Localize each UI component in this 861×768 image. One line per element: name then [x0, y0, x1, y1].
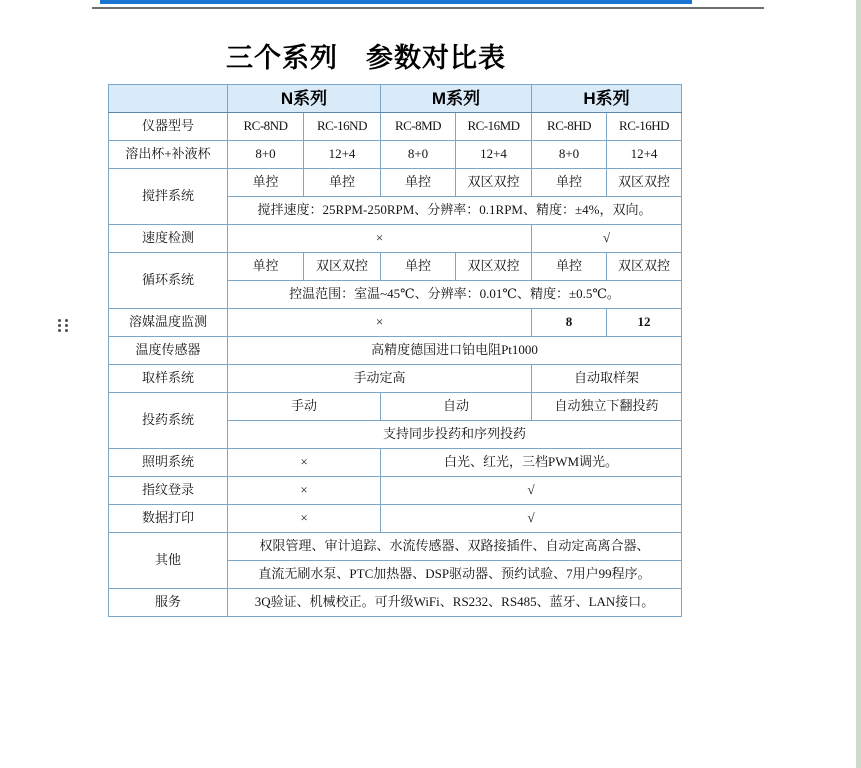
- table-cell: 单控: [381, 169, 456, 197]
- row-label-solvent-temp: 溶媒温度监测: [109, 309, 228, 337]
- table-row: [109, 393, 682, 421]
- top-accent-bar: [100, 0, 692, 4]
- table-cell: 双区双控: [456, 253, 532, 281]
- table-cell: 双区双控: [304, 253, 381, 281]
- row-label-model: 仪器型号: [109, 113, 228, 141]
- row-label-dosing: 投药系统: [109, 393, 228, 449]
- check-mark: √: [532, 225, 682, 253]
- cross-mark: ×: [228, 309, 532, 337]
- row-label-stirring: 搅拌系统: [109, 169, 228, 225]
- table-cell: 8+0: [532, 141, 607, 169]
- table-row: [109, 449, 682, 477]
- table-cell: RC-8MD: [381, 113, 456, 141]
- table-cell: 手动定高: [228, 365, 532, 393]
- cross-mark: ×: [228, 449, 381, 477]
- table-cell: RC-16MD: [456, 113, 532, 141]
- row-label-others: 其他: [109, 533, 228, 589]
- row-label-sampling: 取样系统: [109, 365, 228, 393]
- table-cell: 双区双控: [607, 253, 682, 281]
- table-cell: 单控: [532, 169, 607, 197]
- table-cell: 8+0: [228, 141, 304, 169]
- table-cell: 自动取样架: [532, 365, 682, 393]
- others-line-2: 直流无刷水泵、PTC加热器、DSP驱动器、预约试验、7用户99程序。: [228, 561, 682, 589]
- stirring-spec-note: 搅拌速度：25RPM-250RPM、分辨率：0.1RPM、精度：±4%，双向。: [228, 197, 682, 225]
- others-line-1: 权限管理、审计追踪、水流传感器、双路接插件、自动定高离合器、: [228, 533, 682, 561]
- table-cell: 单控: [532, 253, 607, 281]
- table-row: [109, 141, 682, 169]
- table-cell: 自动独立下翻投药: [532, 393, 682, 421]
- table-cell: 12+4: [456, 141, 532, 169]
- table-cell: 双区双控: [456, 169, 532, 197]
- row-label-service: 服务: [109, 589, 228, 617]
- comparison-table: [108, 84, 682, 617]
- table-row: [109, 85, 682, 113]
- table-row: [109, 113, 682, 141]
- table-cell: 白光、红光，三档PWM调光。: [381, 449, 682, 477]
- table-cell: 8+0: [381, 141, 456, 169]
- cross-mark: ×: [228, 505, 381, 533]
- drag-handle-icon[interactable]: [58, 319, 69, 335]
- table-row: [109, 225, 682, 253]
- table-row: [109, 505, 682, 533]
- row-label-lighting: 照明系统: [109, 449, 228, 477]
- table-row: [109, 365, 682, 393]
- table-cell: 高精度德国进口铂电阻Pt1000: [228, 337, 682, 365]
- table-cell: 单控: [381, 253, 456, 281]
- table-cell: 单控: [228, 253, 304, 281]
- table-cell: RC-8ND: [228, 113, 304, 141]
- circulation-spec-note: 控温范围：室温~45℃、分辨率：0.01℃、精度：±0.5℃。: [228, 281, 682, 309]
- table-row: [109, 589, 682, 617]
- table-cell: 单控: [304, 169, 381, 197]
- header-series-h: H系列: [532, 85, 682, 113]
- page-title: 三个系列 参数对比表: [226, 43, 506, 73]
- dosing-note: 支持同步投药和序列投药: [228, 421, 682, 449]
- row-label-printing: 数据打印: [109, 505, 228, 533]
- header-series-n: N系列: [228, 85, 381, 113]
- table-row: [109, 337, 682, 365]
- cross-mark: ×: [228, 225, 532, 253]
- row-label-speed-detect: 速度检测: [109, 225, 228, 253]
- table-row: [109, 309, 682, 337]
- table-row: [109, 253, 682, 281]
- row-label-vessels: 溶出杯+补液杯: [109, 141, 228, 169]
- check-mark: √: [381, 505, 682, 533]
- table-cell: 单控: [228, 169, 304, 197]
- header-blank-cell: [109, 85, 228, 113]
- table-cell: 12+4: [607, 141, 682, 169]
- table-cell: RC-8HD: [532, 113, 607, 141]
- row-label-circulation: 循环系统: [109, 253, 228, 309]
- table-row: [109, 169, 682, 197]
- row-label-temp-sensor: 温度传感器: [109, 337, 228, 365]
- header-series-m: M系列: [381, 85, 532, 113]
- table-cell: 12+4: [304, 141, 381, 169]
- table-cell: RC-16HD: [607, 113, 682, 141]
- top-horizontal-rule: [92, 7, 764, 9]
- table-cell: RC-16ND: [304, 113, 381, 141]
- cross-mark: ×: [228, 477, 381, 505]
- row-label-fingerprint: 指纹登录: [109, 477, 228, 505]
- table-cell: 8: [532, 309, 607, 337]
- table-cell: 自动: [381, 393, 532, 421]
- table-cell: 12: [607, 309, 682, 337]
- table-row: [109, 477, 682, 505]
- table-cell: 双区双控: [607, 169, 682, 197]
- scrollbar-track[interactable]: [856, 0, 861, 768]
- table-cell: 手动: [228, 393, 381, 421]
- service-note: 3Q验证、机械校正。可升级WiFi、RS232、RS485、蓝牙、LAN接口。: [228, 589, 682, 617]
- check-mark: √: [381, 477, 682, 505]
- table-row: [109, 533, 682, 561]
